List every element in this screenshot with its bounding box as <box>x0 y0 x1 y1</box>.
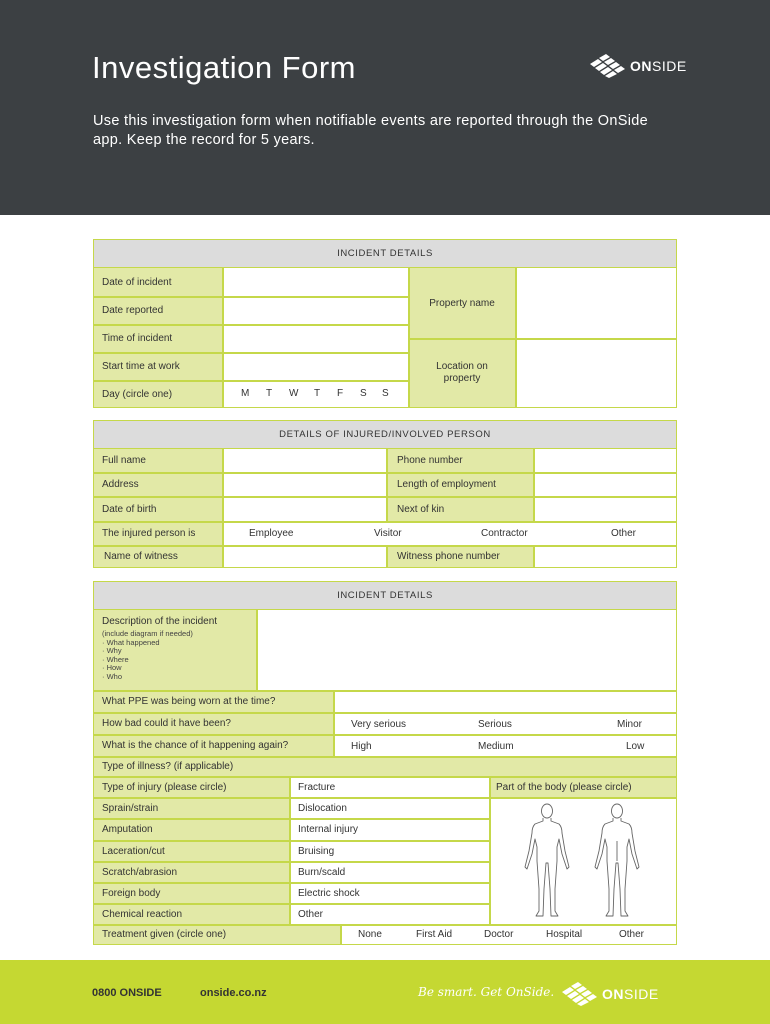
footer-phone[interactable]: 0800 ONSIDE <box>92 987 162 999</box>
start-time-label: Start time at work <box>94 353 222 380</box>
employment-label: Length of employment <box>387 473 533 496</box>
property-name-field[interactable] <box>516 268 675 338</box>
onside-logo <box>588 52 687 80</box>
likelihood-option[interactable]: Low <box>626 741 645 752</box>
severity-option[interactable]: Serious <box>478 719 512 730</box>
start-time-field[interactable] <box>223 353 408 380</box>
date-of-incident-field[interactable] <box>223 268 408 296</box>
logo-text-light: SIDE <box>624 986 659 1002</box>
day-option[interactable]: T <box>266 388 273 399</box>
footer-onside-logo <box>560 980 659 1008</box>
description-item: · Why <box>102 646 122 655</box>
likelihood-option[interactable]: High <box>351 741 372 752</box>
description-item: · How <box>102 663 122 672</box>
treatment-option[interactable]: Other <box>619 929 645 940</box>
person-type-option[interactable]: Employee <box>249 528 294 539</box>
footer-tagline: Be smart. Get OnSide. <box>418 985 555 999</box>
location-field[interactable] <box>516 339 675 407</box>
ppe-label: What PPE was being worn at the time? <box>94 691 333 712</box>
description-title: Description of the incident <box>102 616 218 627</box>
person-details-section <box>93 420 677 568</box>
section-heading: INCIDENT DETAILS <box>94 240 676 268</box>
likelihood-option[interactable]: Medium <box>478 741 514 752</box>
incident-details-section <box>93 239 677 408</box>
injury-option[interactable]: Electric shock <box>290 883 489 903</box>
person-type-option[interactable]: Contractor <box>481 528 528 539</box>
illness-label: Type of illness? (if applicable) <box>94 757 676 776</box>
injury-option[interactable]: Internal injury <box>290 819 489 840</box>
logo-text-light: SIDE <box>652 58 687 74</box>
page-header <box>0 0 770 215</box>
section-heading: DETAILS OF INJURED/INVOLVED PERSON <box>94 421 676 449</box>
treatment-option[interactable]: None <box>358 929 382 940</box>
kin-field[interactable] <box>534 497 676 521</box>
full-name-field[interactable] <box>223 449 386 472</box>
date-of-incident-label: Date of incident <box>94 268 222 296</box>
injury-option[interactable]: Bruising <box>290 841 489 861</box>
logo-text-bold: ON <box>630 58 652 74</box>
page-title: Investigation Form <box>92 50 356 85</box>
dob-label: Date of birth <box>94 497 222 521</box>
injury-type-label: Type of injury (please circle) <box>94 777 289 797</box>
logo-text-bold: ON <box>602 986 624 1002</box>
treatment-options <box>341 925 676 944</box>
time-of-incident-field[interactable] <box>223 325 408 352</box>
injury-option[interactable]: Fracture <box>290 777 489 797</box>
severity-options <box>334 713 676 734</box>
treatment-option[interactable]: Doctor <box>484 929 514 940</box>
incident-description-section <box>93 581 677 945</box>
day-option[interactable]: S <box>382 388 389 399</box>
address-label: Address <box>94 473 222 496</box>
phone-field[interactable] <box>534 449 676 472</box>
date-reported-field[interactable] <box>223 297 408 324</box>
injury-option[interactable]: Scratch/abrasion <box>94 862 289 882</box>
treatment-option[interactable]: First Aid <box>416 929 453 940</box>
likelihood-options <box>334 735 676 756</box>
injury-option[interactable]: Chemical reaction <box>94 904 289 924</box>
person-type-options <box>223 522 676 545</box>
date-reported-label: Date reported <box>94 297 222 324</box>
chance-label: What is the chance of it happening again? <box>94 735 333 756</box>
phone-label: Phone number <box>387 449 533 472</box>
section-heading: INCIDENT DETAILS <box>94 582 676 610</box>
day-option[interactable]: S <box>360 388 367 399</box>
dob-field[interactable] <box>223 497 386 521</box>
onside-logo-icon <box>560 980 600 1008</box>
injury-option[interactable]: Foreign body <box>94 883 289 903</box>
witness-phone-label: Witness phone number <box>387 546 533 567</box>
day-label: Day (circle one) <box>94 381 222 407</box>
page-subtitle: Use this investigation form when notifiable events are reported through the OnSide app. Keep the record for 5 years. <box>93 113 648 148</box>
severity-option[interactable]: Very serious <box>351 719 407 730</box>
full-name-label: Full name <box>94 449 222 472</box>
injury-option[interactable]: Burn/scald <box>290 862 489 882</box>
injury-option[interactable]: Laceration/cut <box>94 841 289 861</box>
kin-label: Next of kin <box>387 497 533 521</box>
description-label <box>94 610 256 690</box>
severity-option[interactable]: Minor <box>617 719 643 730</box>
description-item: · Who <box>102 671 123 681</box>
witness-label: Name of witness <box>94 546 222 567</box>
how-bad-label: How bad could it have been? <box>94 713 333 734</box>
onside-logo-icon <box>588 52 628 80</box>
description-field[interactable] <box>257 610 676 690</box>
body-part-label: Part of the body (please circle) <box>490 777 676 797</box>
description-item: · What happened <box>102 637 160 647</box>
address-field[interactable] <box>223 473 386 496</box>
day-option[interactable]: W <box>289 388 299 399</box>
witness-phone-field[interactable] <box>534 546 676 567</box>
body-diagram-area[interactable] <box>490 798 676 924</box>
day-option[interactable]: T <box>314 388 321 399</box>
day-options <box>223 381 408 407</box>
treatment-option[interactable]: Hospital <box>546 929 583 940</box>
treatment-label: Treatment given (circle one) <box>94 925 340 944</box>
person-type-option[interactable]: Visitor <box>374 528 402 539</box>
injury-option[interactable]: Amputation <box>94 819 289 840</box>
footer-website-link[interactable]: onside.co.nz <box>200 987 267 999</box>
injured-person-label: The injured person is <box>94 522 222 545</box>
description-note: (include diagram if needed) <box>102 629 193 638</box>
property-name-label: Property name <box>409 268 515 338</box>
day-option[interactable]: F <box>337 388 344 399</box>
injury-option[interactable]: Sprain/strain <box>94 798 289 818</box>
injury-option[interactable]: Other <box>290 904 489 924</box>
page-footer <box>0 960 770 1024</box>
time-of-incident-label: Time of incident <box>94 325 222 352</box>
witness-field[interactable] <box>223 546 386 567</box>
injury-option[interactable]: Dislocation <box>290 798 489 818</box>
ppe-field[interactable] <box>334 691 676 712</box>
description-item: · Where <box>102 654 129 664</box>
day-option[interactable]: M <box>241 388 250 399</box>
employment-field[interactable] <box>534 473 676 496</box>
location-label: Location on property <box>409 339 515 407</box>
person-type-option[interactable]: Other <box>611 528 637 539</box>
body-diagram-icon <box>513 801 653 921</box>
